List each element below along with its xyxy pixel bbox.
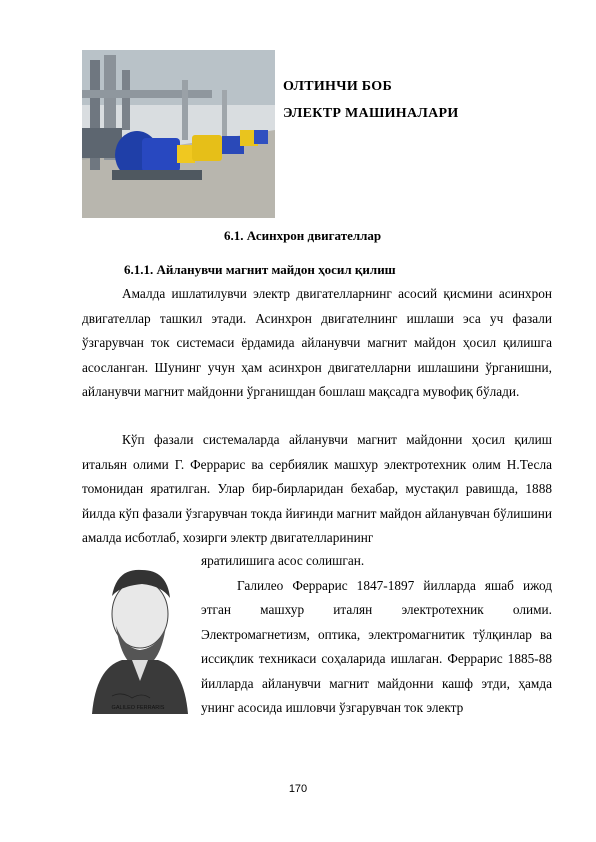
page-number: 170 xyxy=(288,783,308,795)
section-heading: 6.1. Асинхрон двигателлар xyxy=(224,228,382,243)
paragraph-2: Кўп фазали системаларда айланувчи магнит майдонни ҳосил қилиш итальян олими Г. Феррарис ва сербиялик машхур электротехник олим Н.Тесла томонидан яратилган. Улар бир-бирларидан бехабар, мустақил равишда, 1888 йилда кўп фазали ўзгарувчан токда йиғинди магнит майдон айланувчан бўлишини амалда исботлаб, хозирги электр двигателларининг xyxy=(82,432,552,545)
subsection-heading: 6.1.1. Айланувчи магнит майдон ҳосил қилиш xyxy=(124,262,396,277)
paragraph-2-tail: яратилишига асос солишган. xyxy=(201,553,365,568)
ferraris-portrait xyxy=(82,556,195,714)
paragraph-1: Амалда ишлатилувчи электр двигателларнинг асосий қисмини асинхрон двигателлар ташкил этади. Асинхрон двигателнинг ишлаши эса уч фазали ўзгарувчан ток системаси ёрдамида айланувчи магнит майдон ҳосил қилишга асосланган. Шунинг учун ҳам асинхрон двигателларни ишлашини ўрганишни, айланувчи магнит майдонни ўрганишдан бошлаш мақсадга мувофиқ бўлади. xyxy=(82,286,552,399)
chapter-number: ОЛТИНЧИ БОБ xyxy=(283,79,393,94)
portrait-caption: GALILEO FERRARIS xyxy=(111,705,165,711)
industrial-pumps-photo xyxy=(82,50,275,218)
paragraph-3: яратилишига асос солишган. Галилео Феррарис 1847-1897 йилларда яшаб ижод этган машхур италян электротехник олими. Электромагнетизм, оптика, электромагнитик тўлқинлар ва иссиқлик техникаси соҳаларида ишлаган. Феррарис 1885-88 йилларда айланувчи магнит майдонни кашф этди, ҳамда унинг асосида ишловчи ўзгарувчан ток электр xyxy=(201,549,552,721)
chapter-title: ЭЛЕКТР МАШИНАЛАРИ xyxy=(283,106,459,121)
